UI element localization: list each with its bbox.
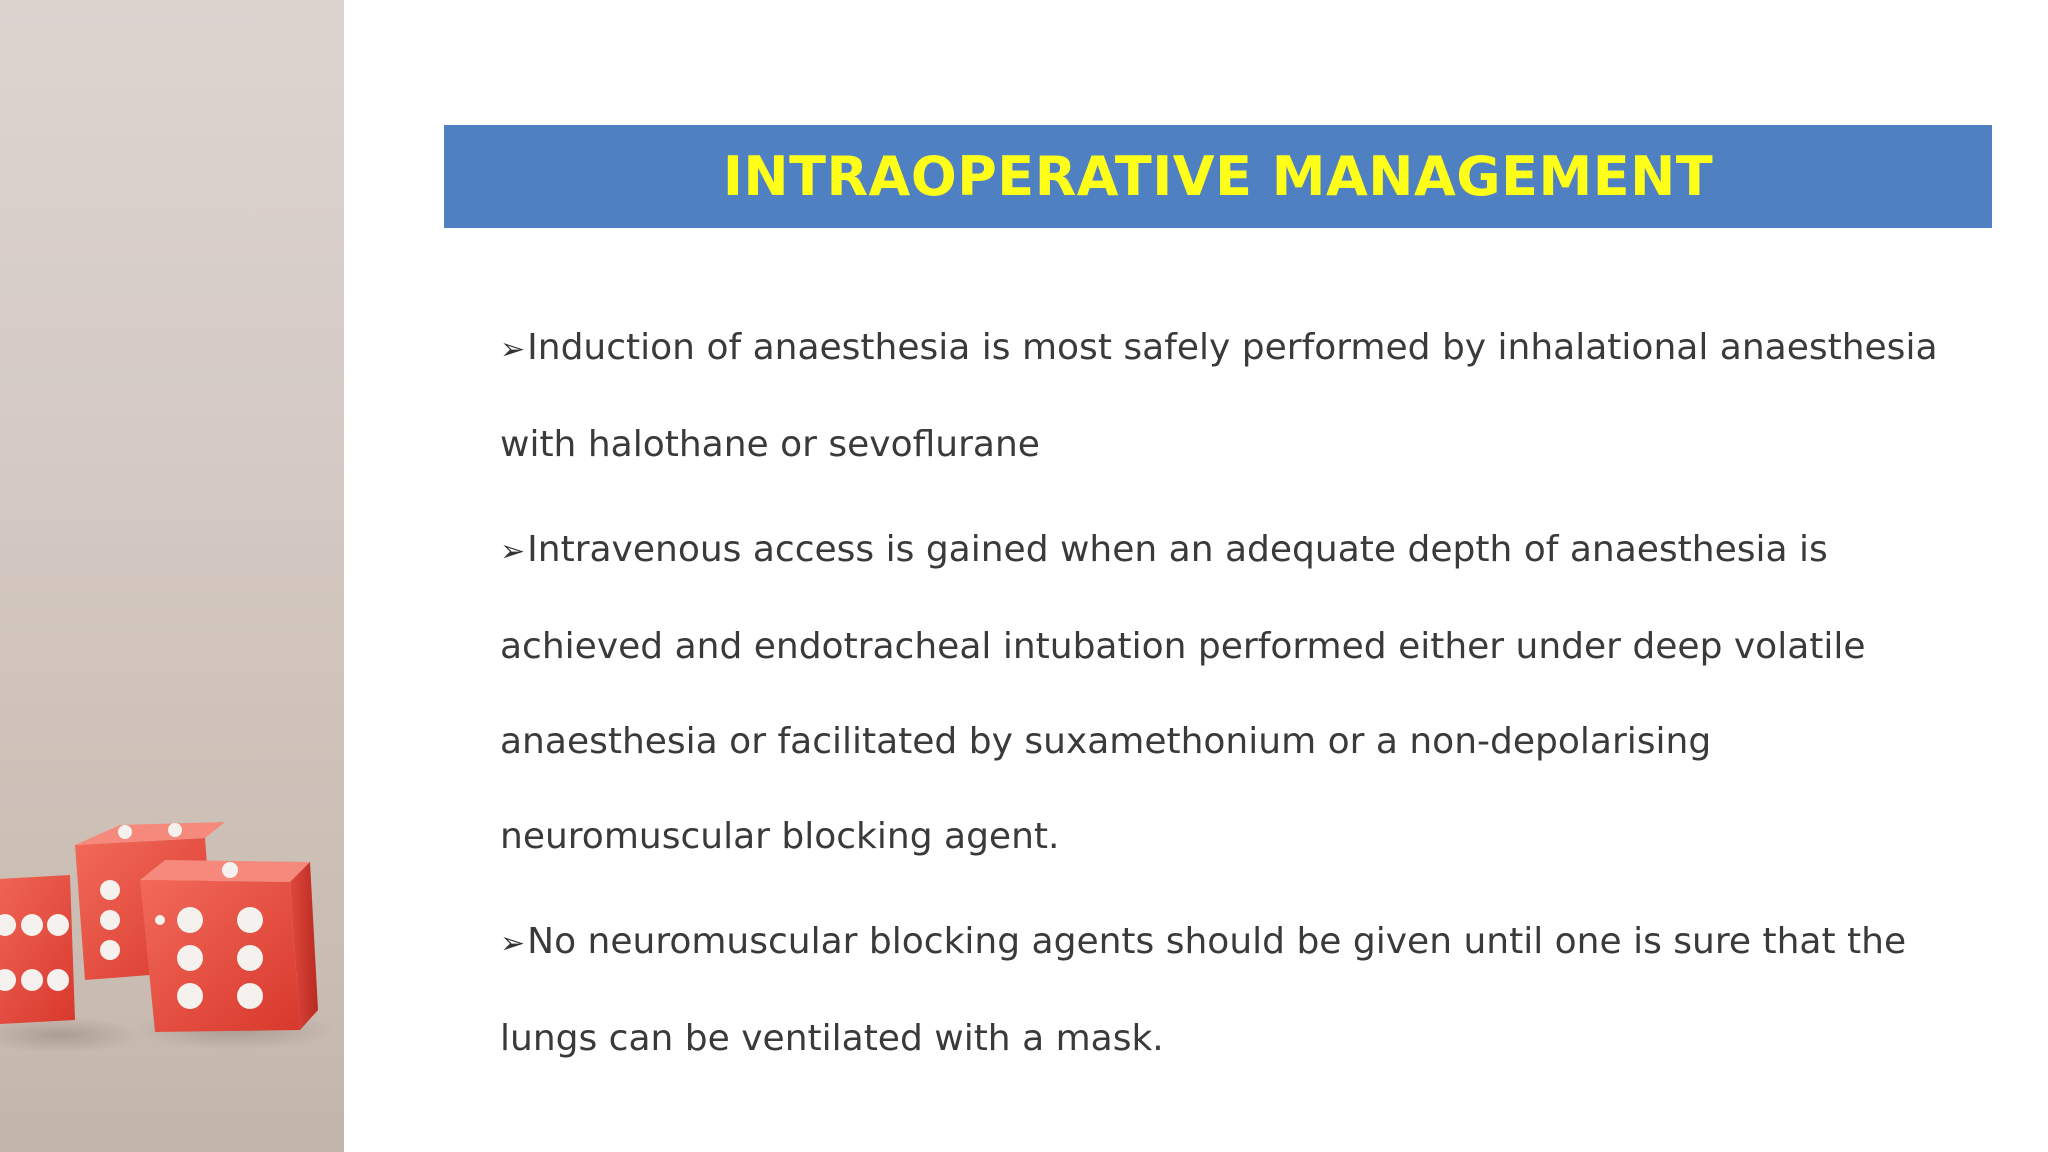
bullet-text: Intravenous access is gained when an adequate depth of anaesthesia is achieved and endotracheal intubation performed either under deep volatile anaesthesia or facilitated by suxamethonium or a non-depolarising neuromuscular blocking agent.	[500, 529, 1866, 857]
red-dice-icon	[0, 820, 344, 1080]
arrow-bullet-icon: ➢	[500, 534, 526, 569]
bullet-item-intravenous	[500, 502, 1960, 884]
bullet-list	[500, 300, 1960, 1096]
arrow-bullet-icon: ➢	[500, 926, 526, 961]
bullet-item-induction	[500, 300, 1960, 492]
bullet-text: Induction of anaesthesia is most safely performed by inhalational anaesthesia with halothane or sevoflurane	[500, 327, 1938, 465]
arrow-bullet-icon: ➢	[500, 332, 526, 367]
slide-title: INTRAOPERATIVE MANAGEMENT	[722, 145, 1714, 208]
title-bar	[444, 125, 1992, 228]
decorative-side-panel	[0, 0, 344, 1152]
bullet-text: No neuromuscular blocking agents should be given until one is sure that the lungs can be ventilated with a mask.	[500, 921, 1907, 1059]
bullet-item-neuromuscular	[500, 894, 1960, 1086]
